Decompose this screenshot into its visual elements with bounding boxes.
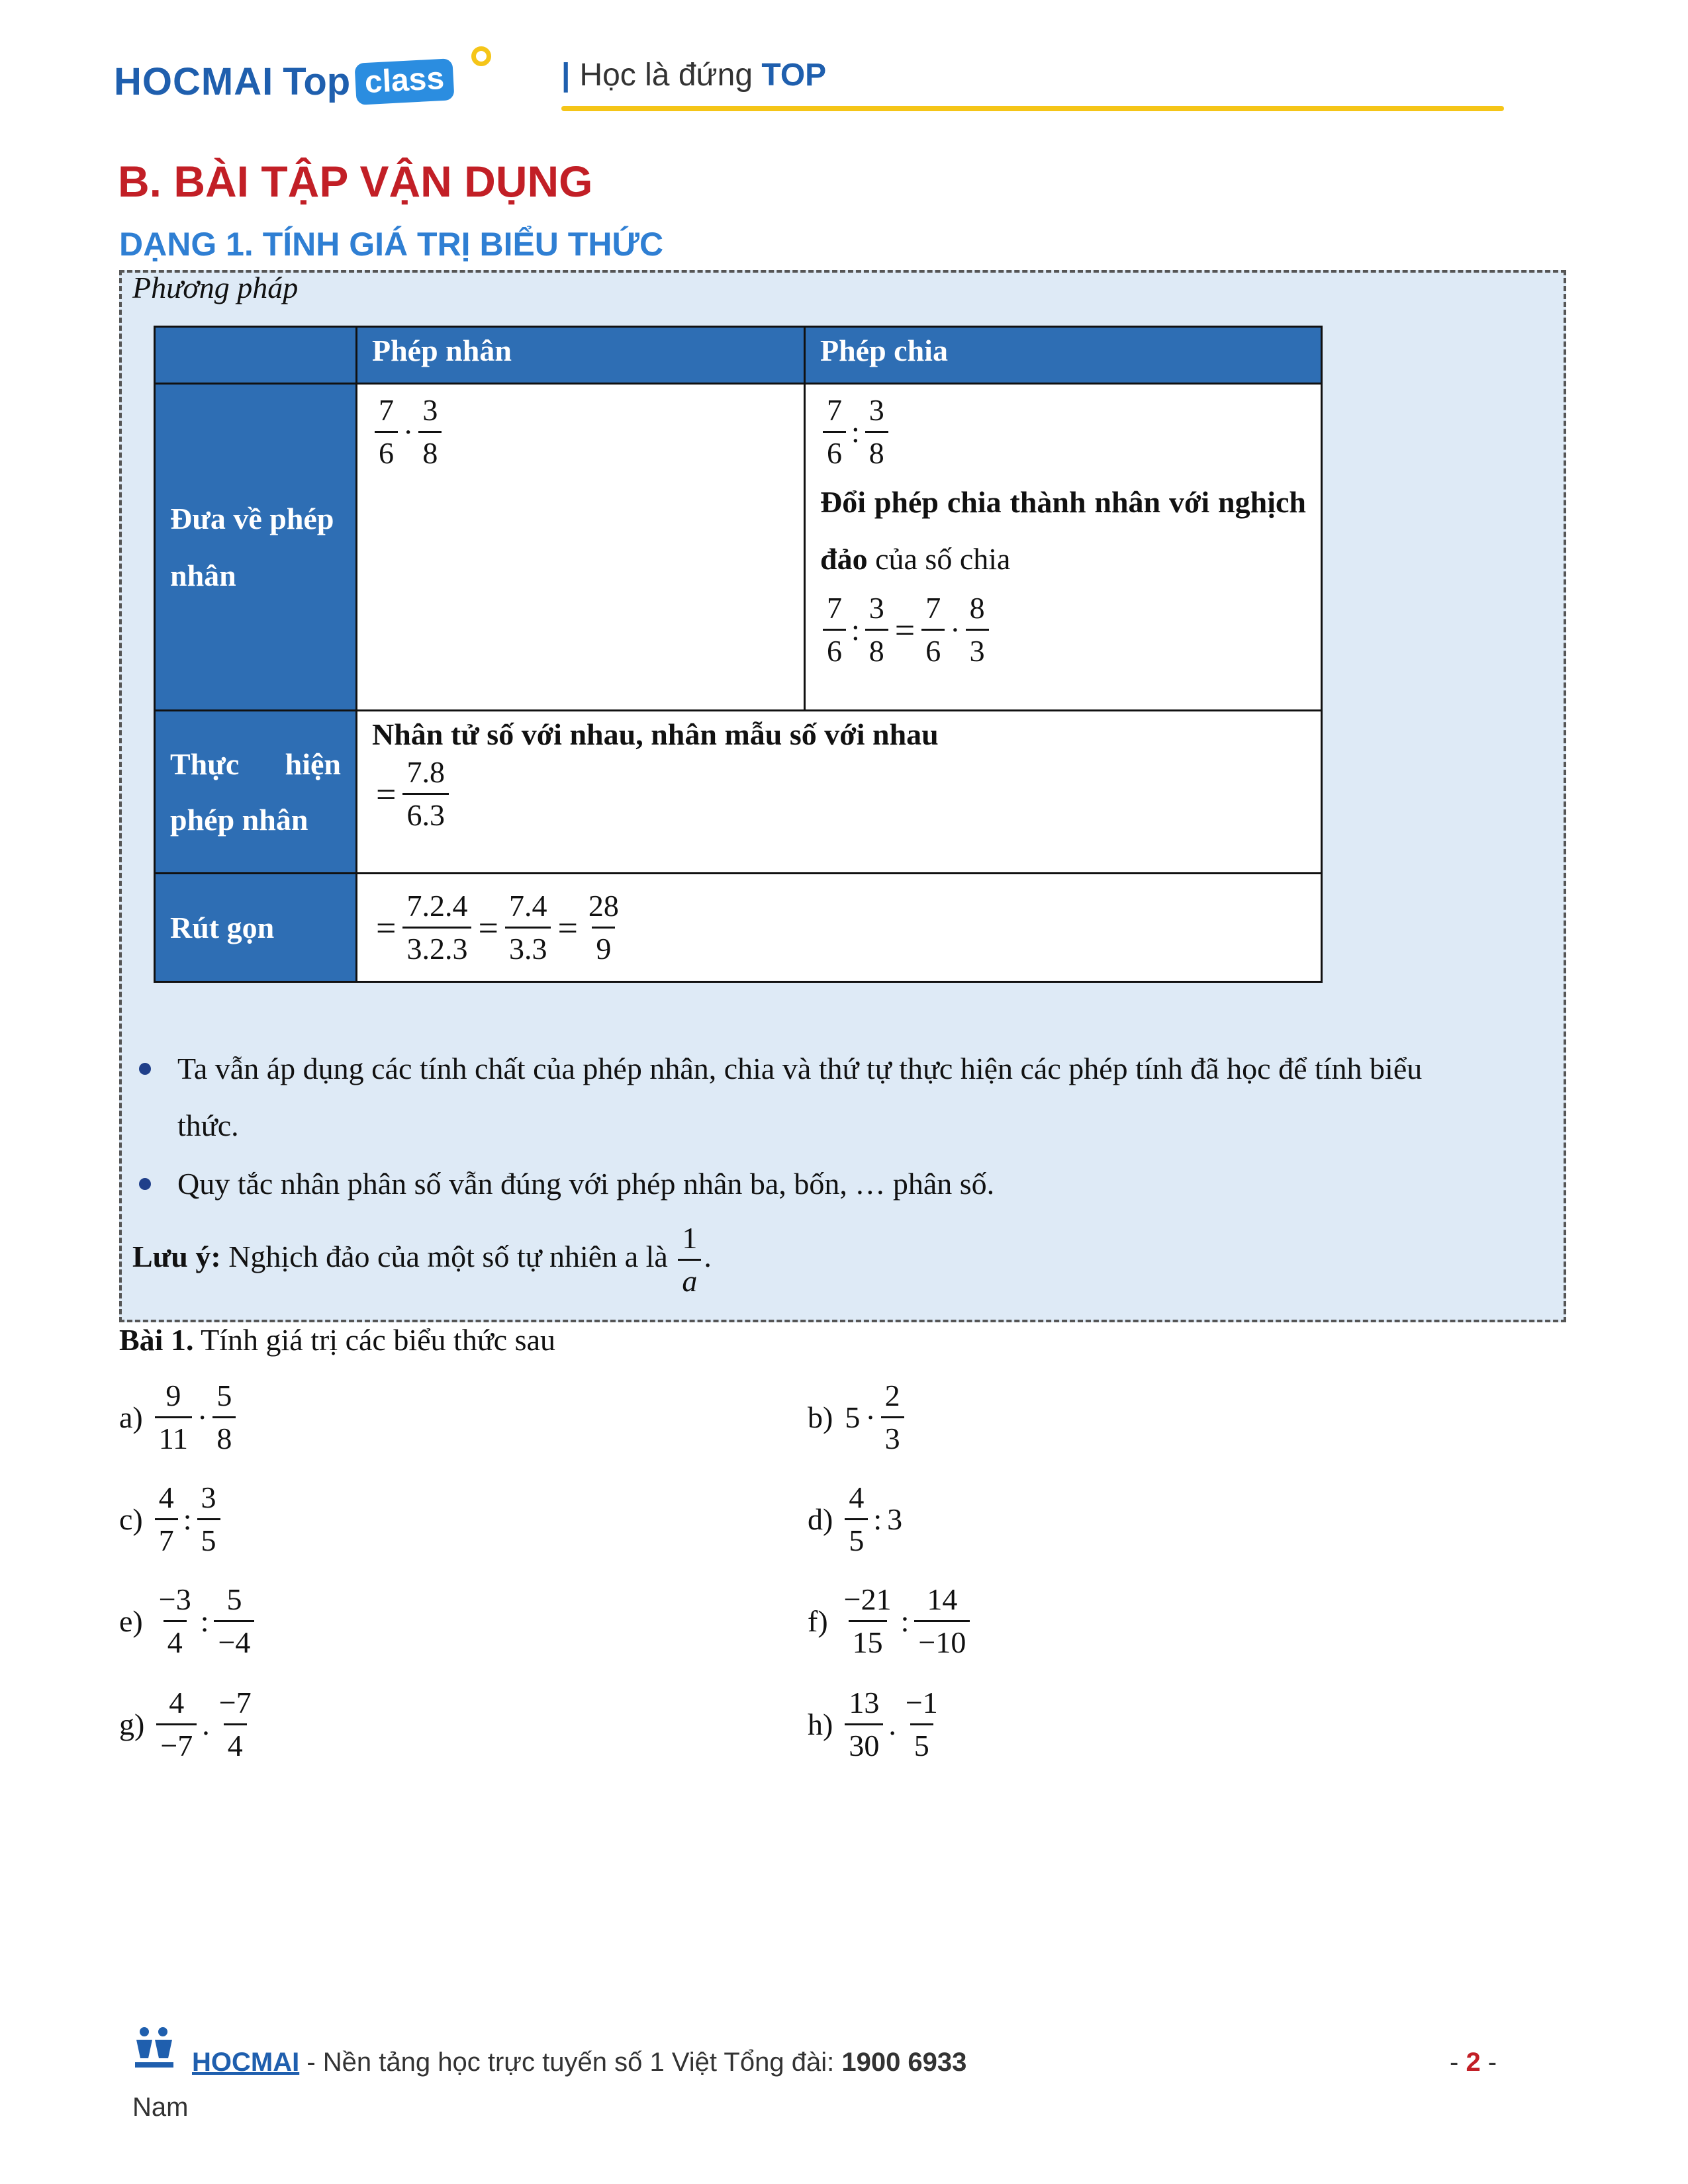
bullet-dot-icon (139, 1178, 151, 1190)
footer-hotline: 1900 6933 (841, 2048, 967, 2077)
header-slogan (561, 57, 826, 93)
note-line: Lưu ý: Nghịch đảo của một số tự nhiên a là $\frac{1}{a}$ . (132, 1218, 712, 1302)
cell-multiply-convert: $\frac{7}{6}$ · $\frac{3}{8}$ (357, 384, 805, 711)
exercise-item-d: d) $\frac{4}{5}$ : 3 (808, 1477, 905, 1561)
logo-class-text: class (355, 58, 455, 105)
logo-hocmai-text: HOCMAI (114, 60, 274, 103)
fraction: $\frac{3}{8}$ (865, 390, 888, 474)
footer-text: HOCMAI - Nền tảng học trực tuyến số 1 Việt Tổng đài: 1900 6933 (192, 2048, 967, 2077)
perform-rule-text: Nhân tử số với nhau, nhân mẫu số với nhau (372, 717, 939, 751)
exercise-item-c: c) $\frac{4}{7}$ : $\frac{3}{5}$ (119, 1477, 223, 1561)
exercise-item-f: f) $\frac{-21}{15}$ : $\frac{14}{-10}$ (808, 1579, 972, 1663)
fraction: $\frac{7.8}{6.3}$ (402, 752, 449, 836)
logo-top-text: Top (283, 60, 351, 103)
method-label: Phương pháp (132, 271, 299, 304)
fraction: $\frac{7}{6}$ (823, 390, 846, 474)
footer-text-line2: Nam (132, 2093, 189, 2122)
row-label-convert: Đưa về phép nhân (155, 384, 357, 711)
page-number: - 2 - (1450, 2048, 1497, 2077)
hocmai-footer-logo-icon (132, 2025, 176, 2071)
fraction: $\frac{7}{6}$ (823, 588, 846, 672)
method-table (154, 326, 1323, 983)
fraction: $\frac{7.2.4}{3.2.3}$ (402, 886, 471, 970)
footer-brand-link[interactable]: HOCMAI (192, 2048, 300, 2077)
fraction: $\frac{7}{6}$ (921, 588, 945, 672)
exercise-item-h: h) $\frac{13}{30}$ . $\frac{-1}{5}$ (808, 1682, 945, 1766)
exercise-item-g: g) $\frac{4}{-7}$ . $\frac{-7}{4}$ (119, 1682, 258, 1766)
logo-gear-icon (471, 46, 491, 66)
fraction: $\frac{28}{9}$ (585, 886, 623, 970)
cell-simplify: = $\frac{7.2.4}{3.2.3}$ = $\frac{7.4}{3.3}$ = $\frac{28}{9}$ (357, 874, 1322, 982)
fraction: $\frac{3}{8}$ (418, 390, 442, 474)
slogan-text: Học là đứng (579, 58, 753, 93)
row-label-simplify: Rút gọn (155, 874, 357, 982)
fraction: $\frac{7}{6}$ (375, 390, 398, 474)
col-header-multiply: Phép nhân (357, 327, 805, 384)
col-header-divide: Phép chia (805, 327, 1322, 384)
fraction: $\frac{3}{8}$ (865, 588, 888, 672)
fraction: $\frac{8}{3}$ (966, 588, 989, 672)
exercise-item-a: a) $\frac{9}{11}$ · $\frac{5}{8}$ (119, 1375, 238, 1459)
row-label-perform: Thực hiện phép nhân (155, 711, 357, 874)
bullet-item: Ta vẫn áp dụng các tính chất của phép nhân, chia và thứ tự thực hiện các phép tính đã học để tính biểu (177, 1040, 1422, 1097)
exercise-item-b: b) 5 · $\frac{2}{3}$ (808, 1375, 907, 1459)
table-corner-cell (155, 327, 357, 384)
note-text: Nghịch đảo của một số tự nhiên a là (220, 1240, 676, 1274)
bullet-dot-icon (139, 1063, 151, 1075)
note-label: Lưu ý: (132, 1240, 221, 1274)
bullet-continuation: thức. (177, 1109, 239, 1142)
exercise-title: Bài 1. Tính giá trị các biểu thức sau (119, 1323, 555, 1357)
header-divider-line (561, 106, 1504, 111)
slogan-top: TOP (761, 58, 827, 93)
section-title: B. BÀI TẬP VẬN DỤNG (118, 157, 593, 206)
exercise-item-e: e) $\frac{-3}{4}$ : $\frac{5}{-4}$ (119, 1579, 257, 1663)
bullet-item: Quy tắc nhân phân số vẫn đúng với phép nhân ba, bốn, … phân số. (177, 1156, 994, 1212)
divide-rule-text: Đổi phép chia thành nhân với nghịch đảo của số chia (820, 485, 1306, 576)
fraction: $\frac{1}{a}$ (678, 1218, 701, 1302)
hocmai-topclass-logo (114, 52, 453, 111)
subsection-title: DẠNG 1. TÍNH GIÁ TRỊ BIỂU THỨC (119, 226, 664, 263)
cell-divide-convert: $\frac{7}{6}$ : $\frac{3}{8}$ Đổi phép chia thành nhân với nghịch đảo của số chia $\frac{7}{6}$ : $\frac{3}{8}$ = $\frac{7}{6}$ · $\frac{8}{3}$ (805, 384, 1322, 711)
fraction: $\frac{7.4}{3.3}$ (505, 886, 551, 970)
cell-perform-multiply: Nhân tử số với nhau, nhân mẫu số với nhau = $\frac{7.8}{6.3}$ (357, 711, 1322, 874)
slogan-divider: | (561, 58, 571, 93)
